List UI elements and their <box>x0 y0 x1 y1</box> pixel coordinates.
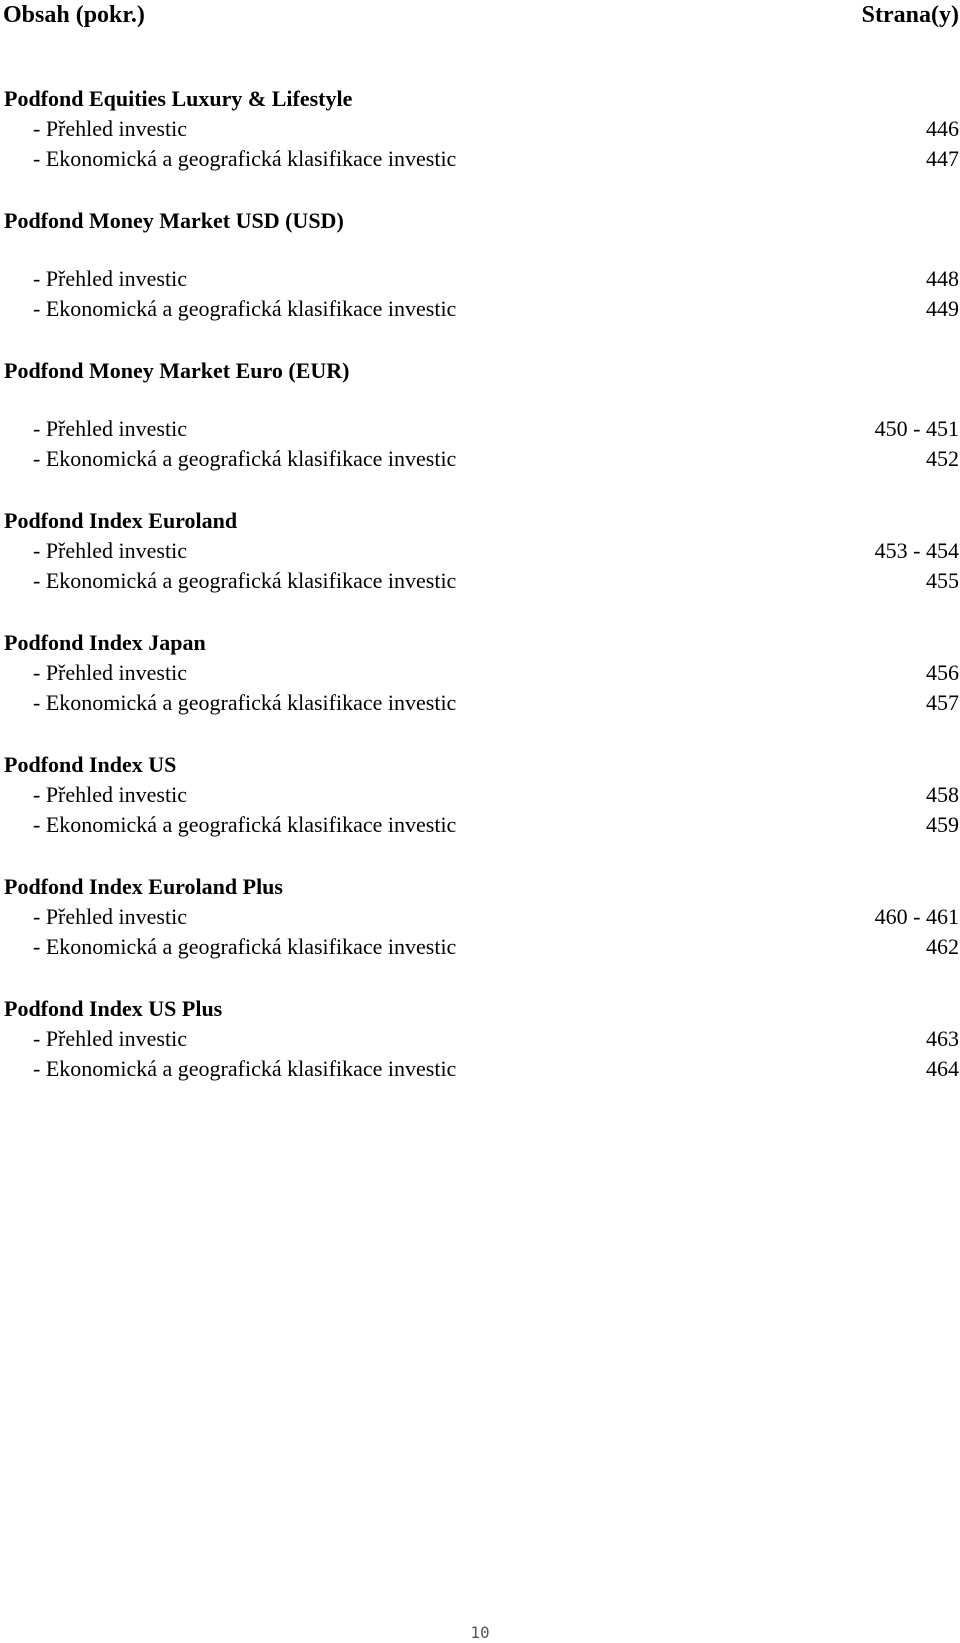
toc-entry[interactable] <box>0 114 960 144</box>
toc-entry[interactable] <box>0 688 960 718</box>
entry-label: - Ekonomická a geografická klasifikace investic <box>33 446 457 471</box>
entry-page-number: 458 <box>926 782 959 807</box>
entry-label: - Ekonomická a geografická klasifikace investic <box>33 690 457 715</box>
entry-label: - Ekonomická a geografická klasifikace investic <box>33 296 457 321</box>
toc-section <box>0 994 960 1084</box>
section-title: Podfond Index Euroland Plus <box>4 874 283 899</box>
entry-label: - Ekonomická a geografická klasifikace investic <box>33 934 457 959</box>
toc-title: Obsah (pokr.) <box>3 2 145 28</box>
entry-page-number: 446 <box>926 116 959 141</box>
section-gap <box>0 718 960 750</box>
toc-entry[interactable] <box>0 264 960 294</box>
toc-section <box>0 356 960 474</box>
toc-entry[interactable] <box>0 566 960 596</box>
entry-label: - Přehled investic <box>33 904 187 929</box>
toc-entry[interactable] <box>0 444 960 474</box>
toc-entry[interactable] <box>0 144 960 174</box>
section-gap <box>0 962 960 994</box>
entry-label: - Ekonomická a geografická klasifikace investic <box>33 812 457 837</box>
table-of-contents <box>0 84 960 1084</box>
entry-page-number: 463 <box>926 1026 959 1051</box>
entry-label: - Ekonomická a geografická klasifikace investic <box>33 1056 457 1081</box>
entry-page-number: 449 <box>926 296 959 321</box>
section-title: Podfond Index Japan <box>4 630 206 655</box>
entry-label: - Ekonomická a geografická klasifikace investic <box>33 568 457 593</box>
section-title: Podfond Index Euroland <box>4 508 238 533</box>
section-gap <box>0 596 960 628</box>
section-title: Podfond Index US <box>4 752 177 777</box>
entry-page-number: 460 - 461 <box>874 904 959 929</box>
entry-page-number: 457 <box>926 690 959 715</box>
entry-page-number: 452 <box>926 446 959 471</box>
section-title: Podfond Equities Luxury & Lifestyle <box>4 86 353 111</box>
toc-entry[interactable] <box>0 780 960 810</box>
entry-label: - Přehled investic <box>33 1026 187 1051</box>
toc-entry[interactable] <box>0 536 960 566</box>
section-gap <box>0 840 960 872</box>
toc-entry[interactable] <box>0 294 960 324</box>
entry-page-number: 462 <box>926 934 959 959</box>
section-gap <box>0 474 960 506</box>
section-title: Podfond Index US Plus <box>4 996 223 1021</box>
entry-page-number: 455 <box>926 568 959 593</box>
toc-header <box>0 0 960 30</box>
toc-entry[interactable] <box>0 1054 960 1084</box>
page-column-heading: Strana(y) <box>861 2 959 28</box>
entry-page-number: 459 <box>926 812 959 837</box>
entry-label: - Přehled investic <box>33 782 187 807</box>
toc-entry[interactable] <box>0 902 960 932</box>
toc-section <box>0 872 960 962</box>
toc-entry[interactable] <box>0 1024 960 1054</box>
page-number: 10 <box>470 1623 490 1642</box>
entry-page-number: 456 <box>926 660 959 685</box>
toc-section <box>0 628 960 718</box>
toc-section <box>0 750 960 840</box>
entry-label: - Přehled investic <box>33 116 187 141</box>
entry-page-number: 448 <box>926 266 959 291</box>
entry-page-number: 447 <box>926 146 959 171</box>
section-spacer <box>0 236 960 264</box>
entry-page-number: 464 <box>926 1056 959 1081</box>
entry-page-number: 450 - 451 <box>874 416 959 441</box>
toc-entry[interactable] <box>0 932 960 962</box>
toc-section <box>0 84 960 174</box>
toc-entry[interactable] <box>0 414 960 444</box>
entry-page-number: 453 - 454 <box>874 538 959 563</box>
section-title: Podfond Money Market Euro (EUR) <box>4 358 350 383</box>
toc-section <box>0 506 960 596</box>
toc-entry[interactable] <box>0 810 960 840</box>
section-title: Podfond Money Market USD (USD) <box>4 208 344 233</box>
section-gap <box>0 324 960 356</box>
entry-label: - Přehled investic <box>33 416 187 441</box>
entry-label: - Přehled investic <box>33 660 187 685</box>
toc-entry[interactable] <box>0 658 960 688</box>
section-spacer <box>0 386 960 414</box>
entry-label: - Přehled investic <box>33 266 187 291</box>
toc-section <box>0 206 960 324</box>
entry-label: - Ekonomická a geografická klasifikace investic <box>33 146 457 171</box>
section-gap <box>0 174 960 206</box>
entry-label: - Přehled investic <box>33 538 187 563</box>
